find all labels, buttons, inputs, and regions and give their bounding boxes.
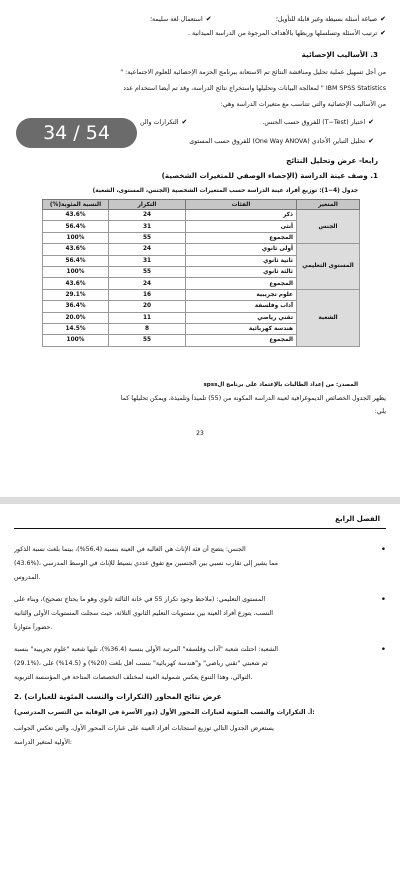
level-analysis-line-2: النسب، يتوزع أفراد العينة بين مستويات التعليم الثانوي الثلاثة، حيث سجلت المستويات الأولى والثانية bbox=[14, 610, 274, 617]
percentage-cell: 100% bbox=[43, 266, 109, 277]
bullet-icon: • bbox=[380, 545, 386, 555]
frequency-cell: 8 bbox=[109, 323, 186, 334]
objectives-language-item: ✔استعمال لغة سليمة؛ bbox=[150, 15, 212, 23]
stats-paragraph-line-3: من الأساليب الإحصائية والتي تتناسب مع متغيرات الدراسة وهي: bbox=[220, 101, 386, 108]
category-cell: أنثى bbox=[186, 221, 297, 232]
checkmark-icon: ✔ bbox=[368, 118, 374, 126]
chapter-header: الفصل الرابع bbox=[335, 515, 380, 523]
frequency-cell: 24 bbox=[109, 278, 186, 289]
group-gender: الجنس bbox=[297, 210, 360, 244]
group-branch: الشعبة bbox=[297, 289, 360, 346]
level-analysis-line-1: المستوى التعليمي: (ملاحظ وجود تكرار 55 في خانة الثالثة ثانوي وهو ما يحتاج تصحيح)، وبناء على bbox=[14, 596, 266, 603]
frequency-cell: 20 bbox=[109, 301, 186, 312]
stat-frequencies-item: ✔التكرارات والن bbox=[140, 118, 188, 126]
gender-analysis-line-3: المدروس. bbox=[14, 574, 41, 581]
checkmark-icon: ✔ bbox=[368, 137, 374, 145]
checkmark-icon: ✔ bbox=[181, 118, 188, 126]
percentage-cell: 56.4% bbox=[43, 221, 109, 232]
percentage-cell: 43.6% bbox=[43, 210, 109, 221]
table-caption: جدول (4−1): توزيع أفراد عينة الدراسة حسب المتغيرات الشخصية (الجنس، المستوى، الشعبة) bbox=[92, 188, 358, 194]
objectives-line-1: ✔صياغة أسئلة بسيطة وغير قابلة للتأويل؛ bbox=[275, 15, 386, 23]
percentage-cell: 43.6% bbox=[43, 244, 109, 255]
percentage-cell: 56.4% bbox=[43, 255, 109, 266]
bullet-icon: • bbox=[380, 645, 386, 655]
frequency-cell: 24 bbox=[109, 244, 186, 255]
table-row bbox=[43, 289, 360, 300]
category-cell: ذكر bbox=[186, 210, 297, 221]
table-row bbox=[43, 210, 360, 221]
percentage-cell: 100% bbox=[43, 335, 109, 346]
category-cell: تقني رياضي bbox=[186, 312, 297, 323]
category-cell: المجموع bbox=[186, 232, 297, 243]
bullet-icon: • bbox=[380, 595, 386, 605]
category-cell: ثانية ثانوي bbox=[186, 255, 297, 266]
demographics-table bbox=[42, 199, 360, 347]
page-counter-badge: 34 / 54 bbox=[16, 118, 137, 148]
category-cell: علوم تجريبية bbox=[186, 289, 297, 300]
analysis-intro-line-1: يظهر الجدول الخصائص الديموغرافية لعينة الدراسة المكونة من (55) تلميذاً وتلميذة، ويمكن تحليلها كما bbox=[120, 395, 386, 402]
header-frequency: التكرار bbox=[109, 200, 186, 210]
frequency-cell: 16 bbox=[109, 289, 186, 300]
category-cell: المجموع bbox=[186, 335, 297, 346]
level-analysis-line-3: حضوراً متوازناً. bbox=[14, 624, 53, 631]
category-cell: ثالثة ثانوي bbox=[186, 266, 297, 277]
axis-intro-line-1: يستعرض الجدول التالي توزيع استجابات أفراد العينة على عبارات المحور الأول، والتي تعكس الجوانب bbox=[14, 725, 274, 732]
analysis-intro-line-2: يلي: bbox=[374, 408, 386, 415]
percentage-cell: 36.4% bbox=[43, 301, 109, 312]
category-cell: آداب وفلسفة bbox=[186, 301, 297, 312]
percentage-cell: 14.5% bbox=[43, 323, 109, 334]
frequency-cell: 55 bbox=[109, 335, 186, 346]
table-header-row bbox=[43, 200, 360, 210]
table-row bbox=[43, 244, 360, 255]
stat-anova-item: ✔تحليل التباين الأحادي (One Way ANOVA) للفروق حسب المستوى bbox=[189, 137, 374, 145]
category-cell: أولى ثانوي bbox=[186, 244, 297, 255]
checkmark-icon: ✔ bbox=[205, 15, 212, 23]
group-education-level: المستوى التعليمي bbox=[297, 244, 360, 290]
axis-intro-line-2: الأولية لمتغير الدراسة: bbox=[14, 739, 72, 746]
section-4-title: رابعا- عرض وتحليل النتائج bbox=[286, 156, 378, 165]
header-percentage: النسبة المئوية(%) bbox=[43, 200, 109, 210]
category-cell: المجموع bbox=[186, 278, 297, 289]
objectives-line-2: ✔ترتيب الأسئلة وتسلسلها وربطها بالأهداف المرجوة من الدراسة الميدانية . bbox=[187, 29, 386, 37]
percentage-cell: 20.0% bbox=[43, 312, 109, 323]
section-2-title: 2. عرض نتائج المحاور (التكرارات والنسب المئوية للعبارات) bbox=[14, 692, 222, 701]
gender-analysis-line-2: (43.6%)، مما يشير إلى تقارب نسبي بين الجنسين مع تفوق عددي بسيط للإناث في الوسط المدرسي bbox=[14, 560, 279, 567]
frequency-cell: 31 bbox=[109, 255, 186, 266]
checkmark-icon: ✔ bbox=[380, 15, 386, 23]
percentage-cell: 29.1% bbox=[43, 289, 109, 300]
header-variable: المتغير bbox=[297, 200, 360, 210]
branch-analysis-line-1: الشعبة: احتلت شعبة "آداب وفلسفة" المرتبة الأولى بنسبة (36.4%)، تليها شعبة "علوم تجريبية" بنسبة bbox=[14, 646, 279, 653]
frequency-cell: 24 bbox=[109, 210, 186, 221]
gender-analysis-line-1: الجنس: يتضح أن فئة الإناث هي الغالبة في العينة بنسبة (56.4%)، بينما بلغت نسبة الذكور bbox=[14, 546, 246, 553]
section-3-title: 3. الأساليب الإحصائية bbox=[301, 50, 378, 59]
subsection-a-title: أ. التكرارات والنسب المئوية لعبارات المحور الأول (دور الأسرة في الوقاية من التسرب المدرسي): bbox=[14, 709, 315, 716]
frequency-cell: 31 bbox=[109, 221, 186, 232]
frequency-cell: 11 bbox=[109, 312, 186, 323]
table-source: المصدر: من إعداد الطالبات بالإعتماد على برنامج الspss bbox=[203, 382, 358, 388]
header-rule bbox=[14, 528, 386, 529]
percentage-cell: 43.6% bbox=[43, 278, 109, 289]
subsection-1-title: 1. وصف عينة الدراسة (الإحصاء الوصفي للمتغيرات الشخصية) bbox=[161, 171, 378, 180]
stat-ttest-item: ✔اختبار (T−Test) للفروق حسب الجنس. bbox=[262, 118, 374, 126]
header-categories: الفئات bbox=[186, 200, 297, 210]
percentage-cell: 100% bbox=[43, 232, 109, 243]
checkmark-icon: ✔ bbox=[380, 29, 386, 37]
frequency-cell: 55 bbox=[109, 266, 186, 277]
branch-analysis-line-2: (29.1%)، ثم شعبتي "تقني رياضي" و"هندسة كهربائية" بنسب أقل بلغت (20%) و (14.5%) على bbox=[14, 660, 268, 667]
page-number: 23 bbox=[196, 430, 204, 437]
branch-analysis-line-3: التوالي، وهذا التنوع يعكس شمولية العينة لمختلف التخصصات المتاحة في المؤسسة التربوية. bbox=[14, 674, 253, 681]
category-cell: هندسة كهربائية bbox=[186, 323, 297, 334]
frequency-cell: 55 bbox=[109, 232, 186, 243]
stats-paragraph-line-2: IBM SPSS Statistics " لمعالجة البيانات وتحليلها واستخراج نتائج الدراسة، وقد تم أيضا استخدام عدد bbox=[123, 85, 386, 92]
stats-paragraph-line-1: من أجل تسهيل عملية تحليل ومناقشة النتائج تم الاستعانة ببرنامج الحزمة الإحصائية للعلوم الاجتماعية: " bbox=[120, 69, 386, 76]
